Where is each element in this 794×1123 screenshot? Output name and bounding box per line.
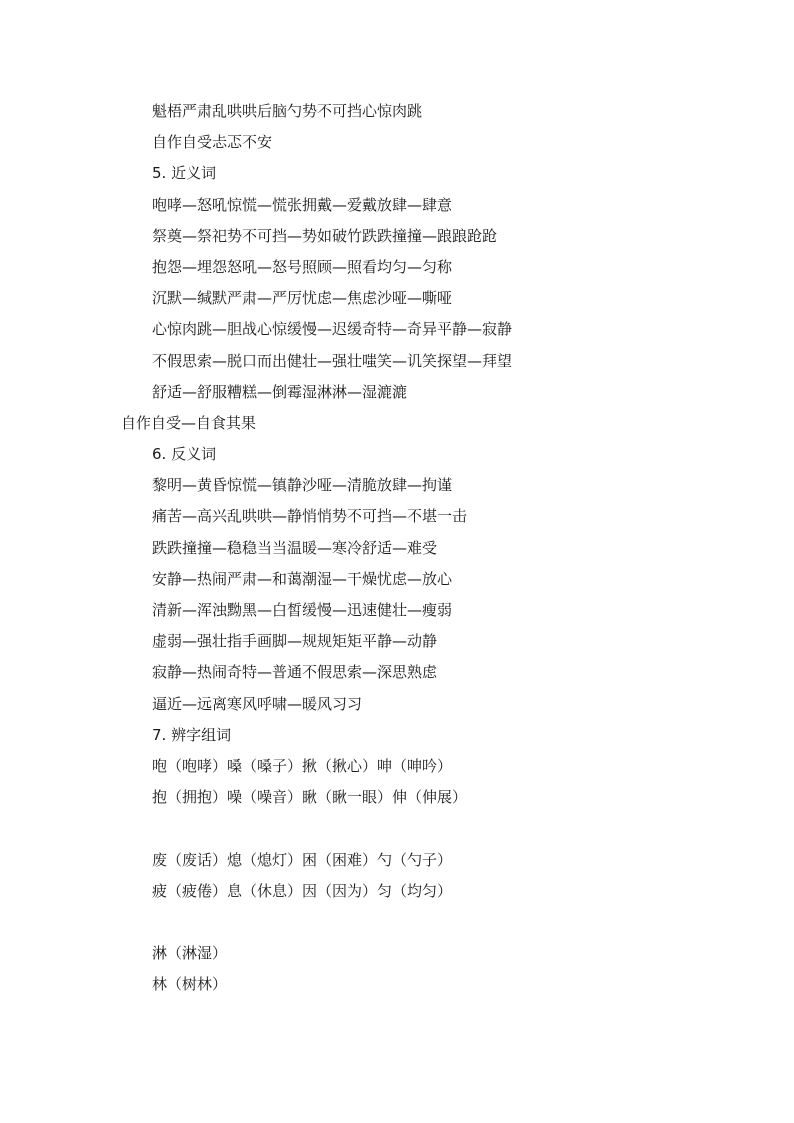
word-building-line: 疲（疲倦）息（休息）因（因为）匀（均匀） <box>152 881 453 900</box>
word-building-line: 抱（拥抱）噪（噪音）瞅（瞅一眼）伸（伸展） <box>152 788 468 807</box>
section-heading-antonyms: 6. 反义词 <box>152 445 217 464</box>
section-heading-word-building: 7. 辨字组词 <box>152 725 232 744</box>
antonym-line: 黎明—黄昏惊慌—镇静沙哑—清脆放肆—拘谨 <box>152 476 453 495</box>
synonym-line: 祭奠—祭祀势不可挡—势如破竹跌跌撞撞—踉踉跄跄 <box>152 226 498 245</box>
text-line: 自作自受忐忑不安 <box>152 133 273 152</box>
antonym-line: 安静—热闹严肃—和蔼潮湿—干燥忧虑—放心 <box>152 569 453 588</box>
synonym-line: 沉默—缄默严肃—严厉忧虑—焦虑沙哑—嘶哑 <box>152 289 453 308</box>
synonym-line: 不假思索—脱口而出健壮—强壮嗤笑—讥笑探望—拜望 <box>152 351 513 370</box>
word-building-line: 废（废话）熄（熄灯）困（困难）勺（勺子） <box>152 850 453 869</box>
word-building-line: 淋（淋湿） <box>152 944 228 963</box>
word-building-line: 林（树林） <box>152 975 228 994</box>
blank-line <box>0 813 794 844</box>
document-body <box>0 96 794 1000</box>
synonym-line: 自作自受—自食其果 <box>121 413 257 432</box>
section-heading-synonyms: 5. 近义词 <box>152 164 217 183</box>
word-building-line: 咆（咆哮）嗓（嗓子）揪（揪心）呻（呻吟） <box>152 756 453 775</box>
antonym-line: 逼近—远离寒风呼啸—暖风习习 <box>152 694 363 713</box>
blank-line <box>0 907 794 938</box>
antonym-line: 虚弱—强壮指手画脚—规规矩矩平静—动静 <box>152 632 438 651</box>
antonym-line: 痛苦—高兴乱哄哄—静悄悄势不可挡—不堪一击 <box>152 507 468 526</box>
antonym-line: 跌跌撞撞—稳稳当当温暖—寒冷舒适—难受 <box>152 538 438 557</box>
synonym-line: 舒适—舒服糟糕—倒霉湿淋淋—湿漉漉 <box>152 382 408 401</box>
synonym-line: 心惊肉跳—胆战心惊缓慢—迟缓奇特—奇异平静—寂静 <box>152 320 513 339</box>
synonym-line: 咆哮—怒吼惊慌—慌张拥戴—爱戴放肆—肆意 <box>152 195 453 214</box>
antonym-line: 清新—浑浊黝黑—白皙缓慢—迅速健壮—瘦弱 <box>152 601 453 619</box>
synonym-line: 抱怨—埋怨怒吼—怒号照顾—照看均匀—匀称 <box>152 257 453 276</box>
text-line: 魁梧严肃乱哄哄后脑勺势不可挡心惊肉跳 <box>152 102 423 120</box>
antonym-line: 寂静—热闹奇特—普通不假思索—深思熟虑 <box>152 663 438 682</box>
